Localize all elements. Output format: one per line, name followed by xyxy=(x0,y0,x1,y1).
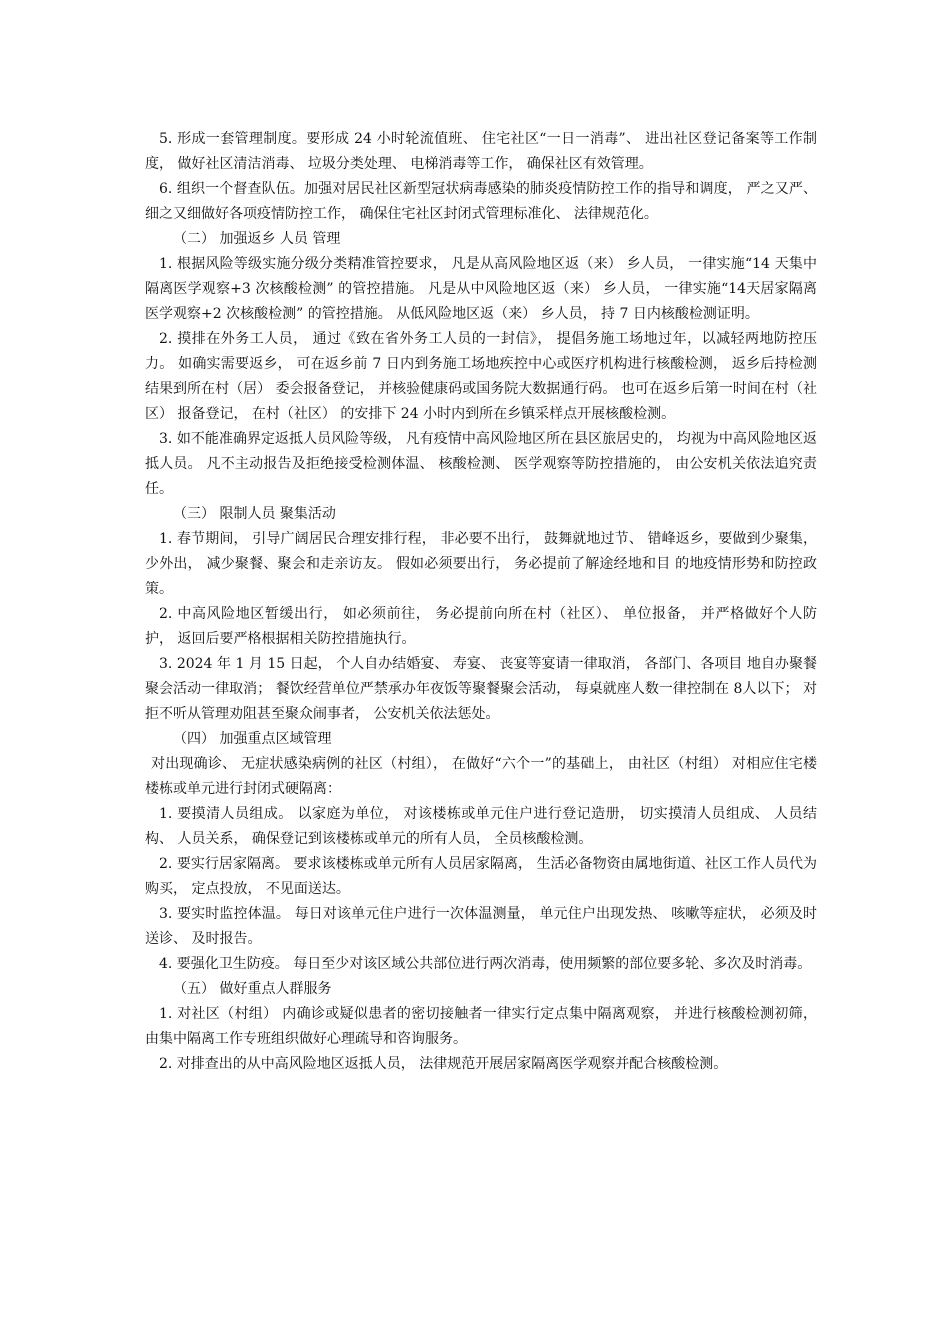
paragraph-key-area-intro: 对出现确诊、 无症状感染病例的社区（村组）， 在做好“六个一”的基础上， 由社区（村组） 对相应住宅楼楼栋或单元进行封闭式硬隔离： xyxy=(145,756,817,797)
paragraph-item-3-banquet-ban: 3. 2024 年 1 月 15 日起， 个人自办结婚宴、 寿宴、 丧宴等宴请一律取消， 各部门、各项目 地自办聚餐聚会活动一律取消； 餐饮经营单位严禁承办年夜饭等聚餐聚会活动， 每桌就座人数一律控制在 8人以下； 对拒不听从管理劝阻甚至聚众闹事者， 公安机关依法惩处。 xyxy=(145,656,817,722)
section-heading-3: （三） 限制人员 聚集活动 xyxy=(173,506,336,522)
paragraph-item-2-returnees: 2. 对排查出的从中高风险地区返抵人员， 法律规范开展居家隔离医学观察并配合核酸检测。 xyxy=(159,1056,728,1072)
paragraph-item-2-travel-suspension: 2. 中高风险地区暂缓出行， 如必须前往， 务必提前向所在村（社区）、 单位报备， 并严格做好个人防护， 返回后要严格根据相关防控措施执行。 xyxy=(145,606,817,647)
document-body xyxy=(145,127,822,1077)
section-heading-5: （五） 做好重点人群服务 xyxy=(173,981,332,997)
paragraph-item-1-spring-festival: 1. 春节期间， 引导广阔居民合理安排行程， 非必要不出行， 鼓舞就地过节、 错峰返乡，要做到少聚集， 少外出， 减少聚餐、聚会和走亲访友。 假如必须要出行， 务必提前了解途经地和目 的地疫情形势和防控政策。 xyxy=(145,531,822,597)
paragraph-item-1-close-contacts: 1. 对社区（村组） 内确诊或疑似患者的密切接触者一律实行定点集中隔离观察， 并进行核酸检测初筛， 由集中隔离工作专班组织做好心理疏导和咨询服务。 xyxy=(145,1006,822,1047)
paragraph-item-5-management-system: 5. 形成一套管理制度。要形成 24 小时轮流值班、 住宅社区“一日一消毒”、 进出社区登记备案等工作制度， 做好社区清洁消毒、 垃圾分类处理、 电梯消毒等工作， 确保社区有效管理。 xyxy=(145,131,817,172)
paragraph-item-2-migrant-workers: 2. 摸排在外务工人员， 通过《致在省外务工人员的一封信》， 提倡务施工场地过年，以减轻两地防控压力。 如确实需要返乡， 可在返乡前 7 日内到务施工场地疾控中心或医疗机构进行核酸检测， 返乡后持检测结果到所在村（居） 委会报备登记， 并核验健康码或国务院大数据通行码。 也可在返乡后第一时间在村（社区） 报备登记， 在村（社区） 的安排下 24 小时内到所在乡镇采样点开展核酸检测。 xyxy=(145,331,817,422)
paragraph-item-1-risk-levels: 1. 根据风险等级实施分级分类精准管控要求， 凡是从高风险地区返（来） 乡人员， 一律实施“14 天集中隔离医学观察+3 次核酸检测” 的管控措施。 凡是从中风险地区返（来） 乡人员， 一律实施“14天居家隔离医学观察+2 次核酸检测” 的管控措施。 从低风险地区返（来） 乡人员， 持 7 日内核酸检测证明。 xyxy=(145,256,817,322)
paragraph-item-3-temperature: 3. 要实时监控体温。 每日对该单元住户进行一次体温测量， 单元住户出现发热、 咳嗽等症状， 必须及时送诊、 及时报告。 xyxy=(145,906,817,947)
paragraph-item-3-risk-uncertain: 3. 如不能准确界定返抵人员风险等级， 凡有疫情中高风险地区所在县区旅居史的， 均视为中高风险地区返抵人员。 凡不主动报告及拒绝接受检测体温、 核酸检测、 医学观察等防控措施的， 由公安机关依法追究责任。 xyxy=(145,431,817,497)
section-heading-2: （二） 加强返乡 人员 管理 xyxy=(173,231,341,247)
paragraph-item-1-registration: 1. 要摸清人员组成。 以家庭为单位， 对该楼栋或单元住户进行登记造册， 切实摸清人员组成、 人员结构、 人员关系， 确保登记到该楼栋或单元的所有人员， 全员核酸检测。 xyxy=(145,806,817,847)
section-heading-4: （四） 加强重点区域管理 xyxy=(173,731,332,747)
paragraph-item-4-disinfection: 4. 要强化卫生防疫。 每日至少对该区域公共部位进行两次消毒，使用频繁的部位要多轮、多次及时消毒。 xyxy=(159,956,812,972)
paragraph-item-6-inspection-team: 6. 组织一个督查队伍。加强对居民社区新型冠状病毒感染的肺炎疫情防控工作的指导和调度， 严之又严、 细之又细做好各项疫情防控工作， 确保住宅社区封闭式管理标准化、 法律规范化。 xyxy=(145,181,822,222)
paragraph-item-2-home-isolation: 2. 要实行居家隔离。 要求该楼栋或单元所有人员居家隔离， 生活必备物资由属地街道、社区工作人员代为购买， 定点投放， 不见面送达。 xyxy=(145,856,817,897)
